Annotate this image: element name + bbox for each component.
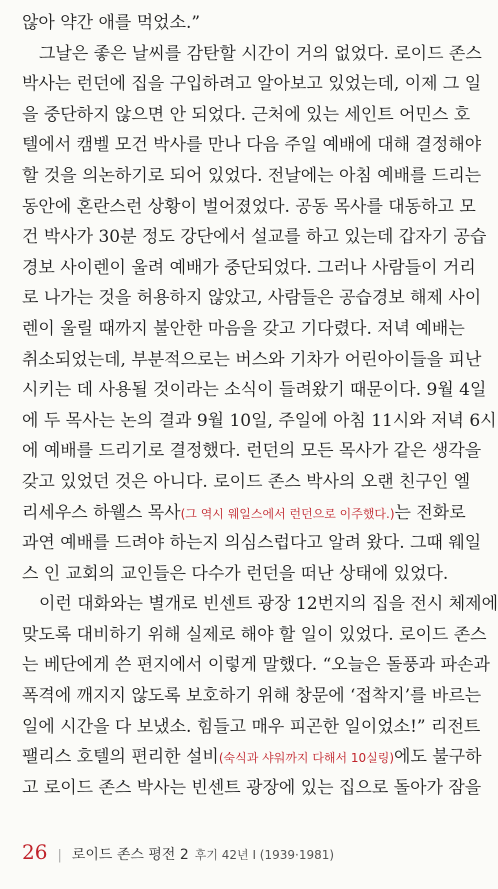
text-segment: 리세우스 하웰스 목사 [22, 502, 181, 523]
text-line: 할 것을 의논하기로 되어 있었다. 전날에는 아침 예배를 드리는 [22, 165, 482, 186]
text-line: 시키는 데 사용될 것이라는 소식이 들려왔기 때문이다. 9월 4일 [22, 380, 487, 401]
paragraph-start-line: 그날은 좋은 날씨를 감탄할 시간이 거의 없었다. 로이드 존스 [39, 43, 482, 64]
text-line: 고 로이드 존스 박사는 빈센트 광장에 있는 집으로 돌아가 잠을 [22, 777, 482, 798]
text-line-with-note [22, 742, 482, 773]
page-number: 26 [22, 840, 48, 864]
page-footer [22, 840, 450, 870]
text-segment: 에도 불구하 [394, 747, 482, 768]
text-line: 일에 시간을 다 보냈소. 힘들고 매우 피곤한 일이었소!” 리전트 [22, 716, 481, 737]
text-line: 건 박사가 30분 정도 강단에서 설교를 하고 있는데 갑자기 공습 [22, 227, 487, 248]
text-line: 스 인 교회의 교인들은 다수가 런던을 떠난 상태에 있었다. [22, 563, 449, 584]
text-line: 렌이 울릴 때까지 불안한 마음을 갖고 기다렸다. 저녁 예배는 [22, 318, 465, 339]
paragraph-start-line: 이런 대화와는 별개로 빈센트 광장 12번지의 집을 전시 체제에 [39, 594, 498, 615]
book-title: 로이드 존스 평전 2 [71, 847, 189, 863]
text-segment: 는 전화로 [394, 502, 466, 523]
text-line: 맞도록 대비하기 위해 실제로 해야 할 일이 있었다. 로이드 존스 [22, 624, 487, 645]
book-subtitle: 후기 42년 I (1939·1981) [194, 848, 335, 862]
text-line: 에 예배를 드리기로 결정했다. 런던의 모든 목사가 같은 생각을 [22, 441, 482, 462]
red-annotation: (숙식과 샤워까지 다해서 10실링) [218, 751, 395, 766]
text-line: 로 나가는 것을 허용하지 않았고, 사람들은 공습경보 해제 사이 [22, 288, 482, 309]
text-line: 경보 사이렌이 울려 예배가 중단되었다. 그러나 사람들이 거리 [22, 257, 476, 278]
text-line: 텔에서 캠벨 모건 박사를 만나 다음 주일 예배에 대해 결정해야 [22, 135, 482, 156]
text-line: 는 베단에게 쓴 편지에서 이렇게 말했다. “오늘은 돌풍과 파손과 [22, 655, 490, 676]
text-line: 과연 예배를 드려야 하는지 의심스럽다고 알려 왔다. 그때 웨일 [22, 533, 482, 554]
text-line: 갖고 있었던 것은 아니다. 로이드 존스 박사의 오랜 친구인 엘 [22, 471, 471, 492]
text-line: 동안에 혼란스런 상황이 벌어졌었다. 공동 목사를 대동하고 모 [22, 196, 476, 217]
red-annotation: (그 역시 웨일스에서 런던으로 이주했다.) [180, 506, 395, 521]
text-line: 않아 약간 애를 먹었소.” [22, 13, 201, 33]
text-line: 취소되었는데, 부분적으로는 버스와 기차가 어린아이들을 피난 [22, 349, 482, 370]
text-line-with-note [22, 498, 466, 529]
text-line: 박사는 런던에 집을 구입하려고 알아보고 있었는데, 이제 그 일 [22, 74, 482, 95]
footer-divider: | [57, 848, 62, 863]
text-line: 에 두 목사는 논의 결과 9월 10일, 주일에 아침 11시와 저녁 6시 [22, 410, 497, 431]
text-line: 폭격에 깨지지 않도록 보호하기 위해 창문에 ‘접착지’를 바르는 [22, 686, 482, 707]
body-text [22, 8, 498, 803]
text-segment: 팰리스 호텔의 편리한 설비 [22, 747, 219, 768]
text-line: 을 중단하지 않으면 안 되었다. 근처에 있는 세인트 어민스 호 [22, 104, 471, 125]
